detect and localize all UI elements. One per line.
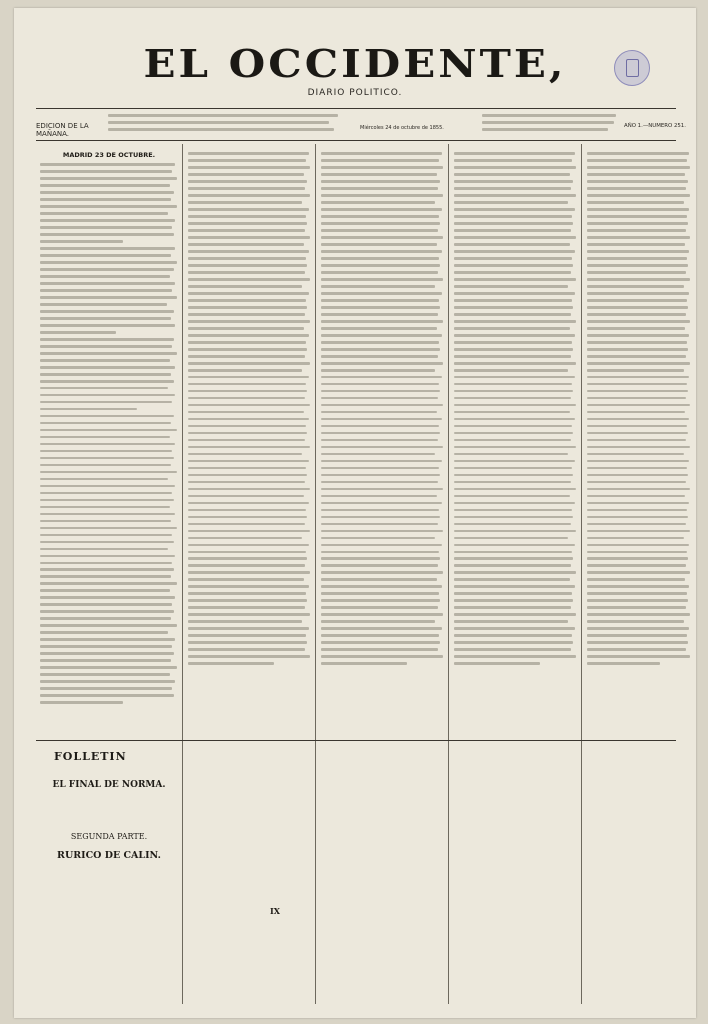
column-divider-1 (182, 144, 183, 1004)
novel-title: EL FINAL DE NORMA. (52, 780, 166, 790)
folletin-rule (36, 740, 676, 741)
bottom-rule (36, 140, 676, 141)
column-1-heading: MADRID 23 DE OCTUBRE. (62, 151, 156, 159)
column-divider-4 (581, 144, 582, 1004)
novel-part: SEGUNDA PARTE. (70, 832, 148, 841)
column-1-text (40, 163, 178, 703)
newspaper-subtitle: DIARIO POLITICO. (307, 88, 403, 98)
seal-stamp (614, 50, 650, 86)
edition-label: EDICION DE LA MAÑANA. (36, 122, 89, 138)
newspaper-title: EL OCCIDENTE, (143, 41, 567, 87)
subscription-info (108, 111, 348, 139)
column-1 (40, 148, 178, 704)
masthead (14, 42, 696, 98)
column-divider-2 (315, 144, 316, 1004)
column-5 (587, 148, 691, 665)
newspaper-page (14, 8, 696, 1018)
provinces-info (482, 111, 622, 139)
chapter-number: IX (270, 906, 280, 916)
column-divider-3 (448, 144, 449, 1004)
column-2 (188, 148, 311, 665)
issue-number: AÑO 1.—NUMERO 251. (624, 123, 686, 129)
column-3 (321, 148, 444, 665)
top-rule (36, 108, 676, 109)
issue-date: Miércoles 24 de octubre de 1855. (360, 125, 444, 131)
novel-chapter: RURICO DE CALIN. (57, 850, 161, 861)
column-4 (454, 148, 577, 665)
folletin-heading: FOLLETIN (54, 750, 127, 763)
